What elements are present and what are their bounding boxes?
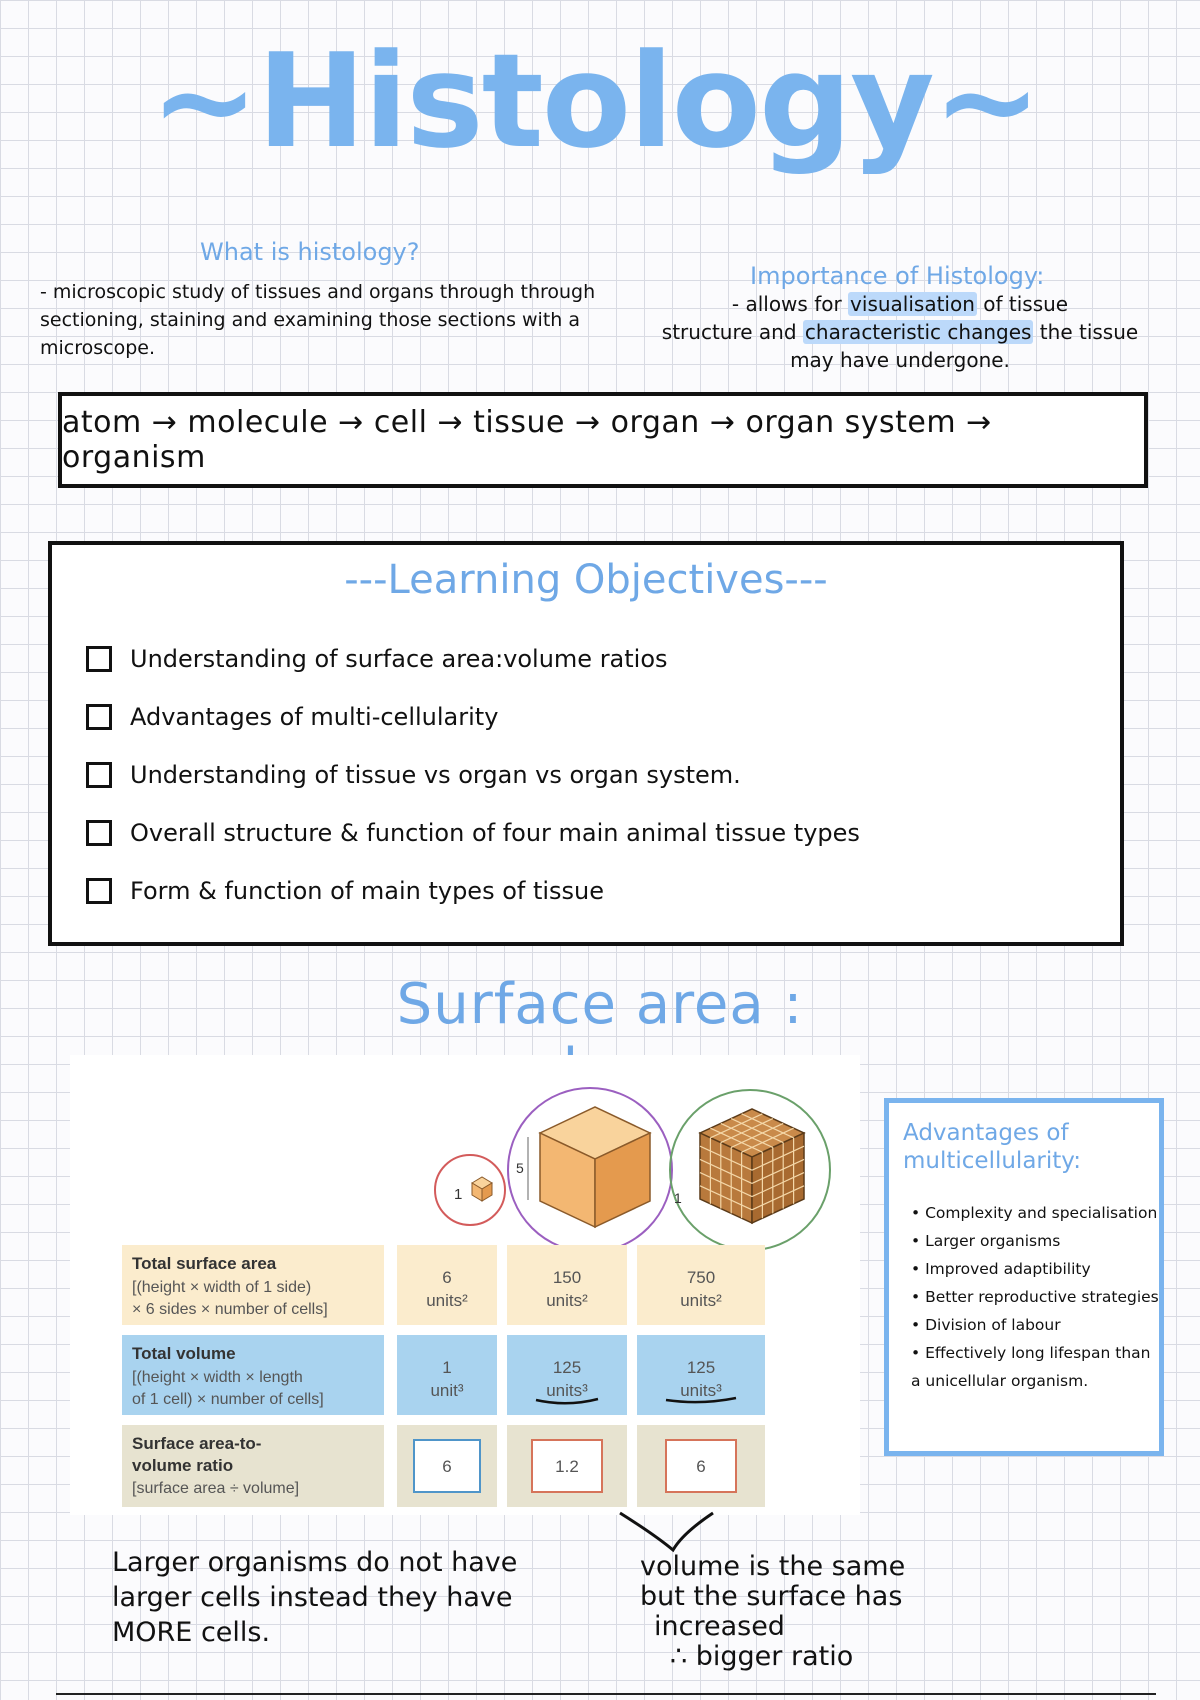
biological-hierarchy-box — [58, 392, 1148, 488]
large-cube-icon — [540, 1107, 650, 1227]
volume-formula-1: [(height × width × length — [132, 1369, 303, 1386]
small-cube-circle — [435, 1155, 505, 1225]
surface-area-label: Total surface area — [132, 1254, 277, 1273]
advantages-title: Advantages of multicellularity: — [903, 1120, 1081, 1174]
advantages-box — [884, 1098, 1164, 1456]
ratio-label: Surface area-to- — [132, 1434, 262, 1453]
objectives-list — [86, 630, 860, 920]
volume-unit-2: units³ — [546, 1381, 588, 1400]
objective-label: Understanding of surface area:volume ratios — [130, 645, 668, 673]
importance-line1-post: of tissue — [976, 292, 1069, 316]
importance-line1-pre: - allows for — [731, 292, 849, 316]
checkbox-icon[interactable] — [86, 646, 112, 672]
objective-item — [86, 746, 860, 804]
importance-line2-post: the tissue — [1033, 320, 1139, 344]
volume-note-line: volume is the same — [640, 1551, 906, 1582]
what-is-histology-text: - microscopic study of tissues and organs through through sectioning, staining and examining those sections with a microscope. — [40, 281, 596, 359]
objective-label: Overall structure & function of four main animal tissue types — [130, 819, 860, 847]
advantage-item: • Larger organisms — [911, 1227, 1159, 1255]
checkbox-icon[interactable] — [86, 762, 112, 788]
surface-area-value-3: 750 — [686, 1268, 716, 1287]
checkbox-icon[interactable] — [86, 878, 112, 904]
learning-objectives-box — [48, 541, 1124, 946]
importance-heading: Importance of Histology: — [750, 262, 1045, 290]
cubelets-cube-icon — [700, 1109, 804, 1223]
larger-organisms-note: Larger organisms do not have larger cells instead they have MORE cells. — [112, 1547, 518, 1648]
checkbox-icon[interactable] — [86, 704, 112, 730]
biological-hierarchy-text: atom → molecule → cell → tissue → organ → organ system → organism — [62, 405, 992, 475]
ratio-formula: [surface area ÷ volume] — [132, 1480, 300, 1497]
surface-area-formula-2: × 6 sides × number of cells] — [132, 1301, 328, 1318]
objective-item — [86, 804, 860, 862]
volume-unit-1: unit³ — [430, 1381, 464, 1400]
ratio-label-2: volume ratio — [132, 1456, 234, 1475]
advantage-item: • Better reproductive strategies — [911, 1283, 1159, 1311]
surface-area-formula-1: [(height × width of 1 side) — [132, 1279, 312, 1296]
advantage-item: • Complexity and specialisation — [911, 1199, 1159, 1227]
advantages-list — [903, 1199, 1159, 1395]
objective-item — [86, 630, 860, 688]
importance-line3: may have undergone. — [790, 348, 1010, 372]
highlight-characteristic-changes: characteristic changes — [804, 320, 1032, 344]
divider — [56, 1693, 1156, 1695]
small-cube-icon — [472, 1177, 492, 1201]
surface-area-unit-2: units² — [546, 1291, 588, 1310]
objective-label: Advantages of multi-cellularity — [130, 703, 499, 731]
page-title: ~Histology~ — [150, 25, 1040, 177]
ratio-value-1: 6 — [442, 1457, 452, 1476]
ratio-value-3: 6 — [696, 1457, 706, 1476]
cubelet-side-label: 1 — [674, 1190, 682, 1206]
volume-note-line: increased — [654, 1611, 785, 1642]
surface-area-volume-title: Surface area : — [396, 972, 804, 1037]
volume-unit-3: units³ — [680, 1381, 722, 1400]
ratio-value-2: 1.2 — [555, 1457, 579, 1476]
advantage-item: • Improved adaptibility — [911, 1255, 1159, 1283]
large-cube-side-label: 5 — [516, 1160, 524, 1176]
volume-note — [640, 1552, 970, 1672]
volume-value-1: 1 — [442, 1358, 452, 1377]
surface-area-unit-1: units² — [426, 1291, 468, 1310]
objective-item — [86, 862, 860, 920]
advantage-item: • Division of labour — [911, 1311, 1159, 1339]
learning-objectives-title: ---Learning Objectives--- — [344, 557, 828, 603]
volume-formula-2: of 1 cell) × number of cells] — [132, 1391, 324, 1408]
volume-label: Total volume — [132, 1344, 236, 1363]
highlight-visualisation: visualisation — [850, 292, 975, 316]
volume-note-line: but the surface has — [640, 1581, 903, 1612]
volume-value-3: 125 — [686, 1358, 716, 1377]
what-is-histology-heading: What is histology? — [200, 238, 420, 266]
volume-value-2: 125 — [552, 1358, 582, 1377]
sa-volume-diagram — [70, 1055, 860, 1515]
checkbox-icon[interactable] — [86, 820, 112, 846]
surface-area-unit-3: units² — [680, 1291, 722, 1310]
surface-area-volume-figure — [70, 1055, 860, 1515]
advantage-item: • Effectively long lifespan than a unicellular organism. — [911, 1339, 1159, 1395]
importance-text — [620, 290, 1180, 374]
objective-item — [86, 688, 860, 746]
volume-note-line: ∴ bigger ratio — [670, 1641, 854, 1672]
surface-area-value-2: 150 — [552, 1268, 582, 1287]
importance-line2-pre: structure and — [661, 320, 803, 344]
objective-label: Form & function of main types of tissue — [130, 877, 605, 905]
surface-area-value-1: 6 — [442, 1268, 452, 1287]
objective-label: Understanding of tissue vs organ vs organ system. — [130, 761, 741, 789]
small-cube-side-label: 1 — [454, 1186, 463, 1203]
